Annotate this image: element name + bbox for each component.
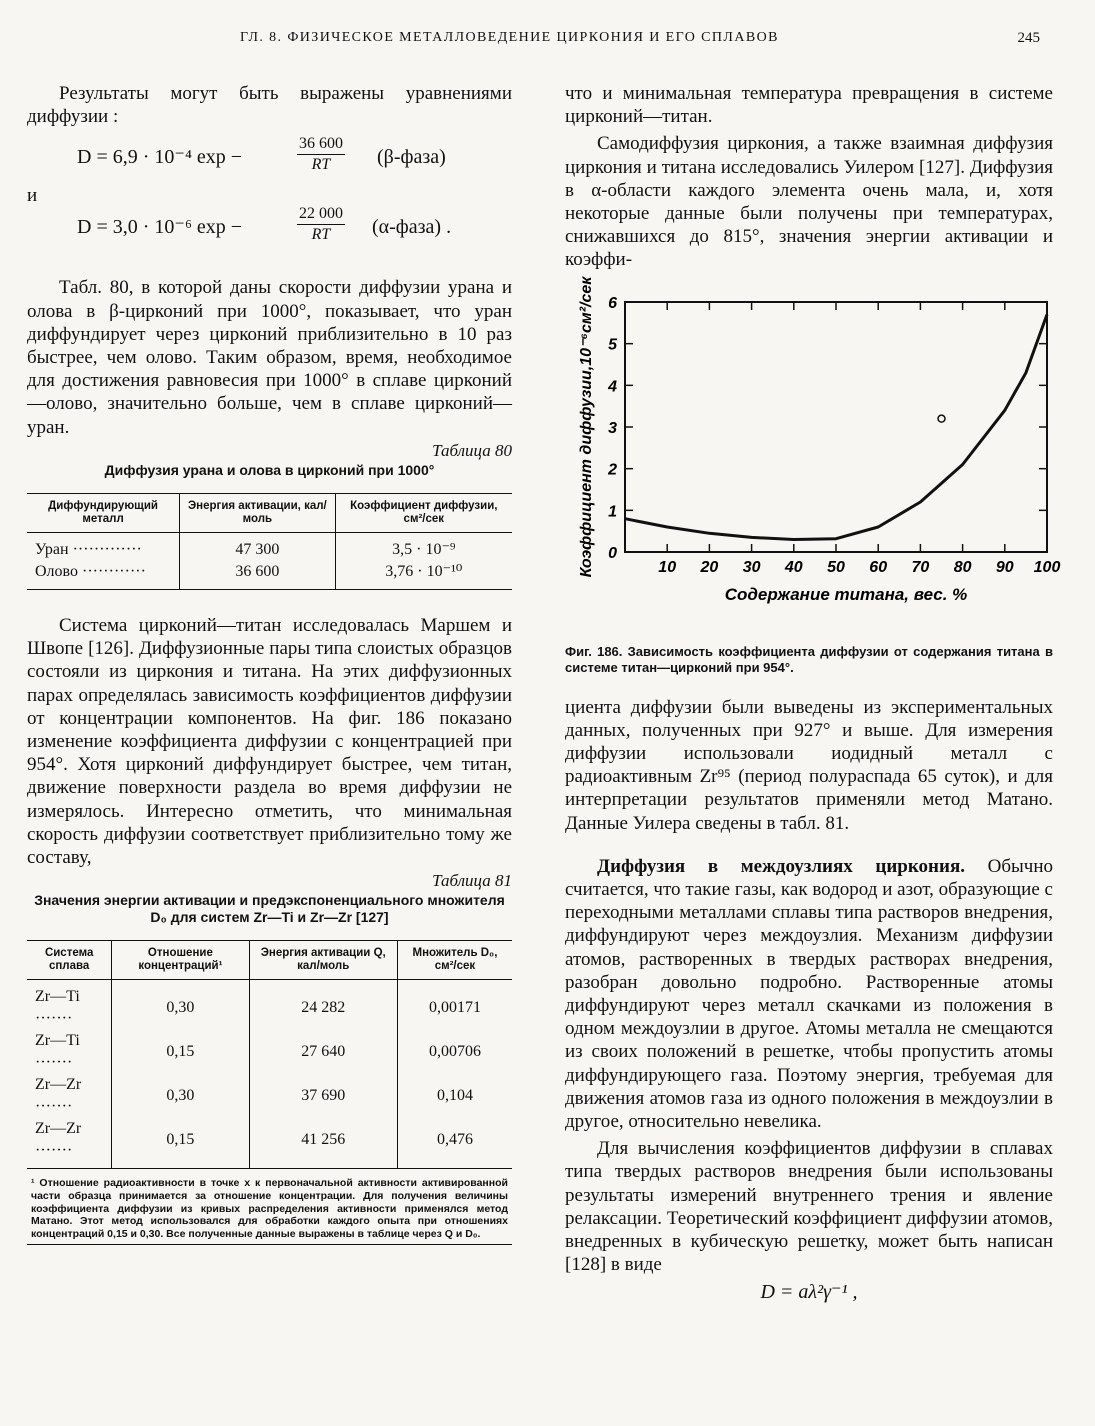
data-point [938, 415, 945, 422]
table-cell: 0,00706 [397, 1030, 512, 1074]
fraction-numerator: 36 600 [297, 134, 345, 155]
table-cell: 0,104 [397, 1074, 512, 1118]
table81-title: Значения энергии активации и предэкспоненциального множителя D₀ для систем Zr—Ti и Zr—Zr [127] [34, 892, 505, 926]
paragraph-continuation: что и минимальная температура превращения в системе цирконий—титан. [565, 83, 1053, 128]
table-row [27, 1030, 512, 1074]
phase-label: (β-фаза) [377, 146, 446, 169]
figure-186 [565, 276, 1061, 644]
x-tick-label: 90 [995, 558, 1014, 576]
table-cell: 0,30 [112, 980, 249, 1031]
chapter-title: ГЛ. 8. ФИЗИЧЕСКОЕ МЕТАЛЛОВЕДЕНИЕ ЦИРКОНИЯ И ЕГО СПЛАВОВ [240, 30, 779, 45]
equation-lhs: D = 6,9 · 10⁻⁴ exp − [77, 146, 243, 169]
fraction-denominator: RT [311, 226, 331, 244]
table-row [27, 533, 512, 562]
x-tick-label: 60 [869, 558, 888, 576]
table-row [27, 561, 512, 590]
y-tick-label: 5 [608, 336, 617, 354]
paragraph-self-diffusion: Самодиффузия циркония, а также взаимная диффузия циркония и титана исследовались Уилером [127]. Диффузия в α-области каждого элемента очень мала, и, хотя некоторые данные были получены при температурах, снижавшихся до 815°, значения энергии активации и коэффи- [565, 133, 1053, 271]
table-row [27, 980, 512, 1031]
table-cell: Zr—Ti ······· [35, 988, 80, 1028]
table-header: Энергия активации, кал/моль [180, 494, 335, 533]
paragraph-table80-discussion: Табл. 80, в которой даны скорости диффузии урана и олова в β-цирконий при 1000°, показывает, что уран диффундирует через цирконий приблизительно в 10 раз быстрее, чем олово. Таким образом, время, необходимое для достижения равновесия при 1000° в сплаве цирконий—олово, значительно больше, чем в сплаве цирконий— уран. [27, 277, 512, 438]
x-tick-label: 80 [953, 558, 972, 576]
table-cell: 47 300 [180, 533, 335, 562]
paragraph-wheeler-data: циента диффузии были выведены из экспериментальных данных, полученных при 927° и выше. Для измерения диффузии использовали иодидный металл с радиоактивным Zr⁹⁵ (период полураспада 65 суток), и для интерпретации результатов применяли метод Матано. Данные Уилера сведены в табл. 81. [565, 696, 1053, 834]
table-cell: 36 600 [180, 561, 335, 590]
table-header: Множитель D₀, см²/сек [397, 941, 512, 980]
table-header: Диффундирующий металл [27, 494, 180, 533]
y-tick-label: 2 [608, 461, 617, 479]
table81 [27, 940, 512, 1169]
table-row [27, 1118, 512, 1169]
table-header: Энергия активации Q, кал/моль [249, 941, 397, 980]
equation-beta [77, 134, 512, 184]
figure-caption: Фиг. 186. Зависимость коэффициента диффузии от содержания титана в системе титан—цирконий при 954°. [565, 643, 1053, 675]
y-tick-label: 6 [608, 294, 617, 312]
phase-label: (α-фаза) . [372, 216, 452, 239]
table-cell: 0,15 [112, 1118, 249, 1169]
equation-fraction [297, 134, 345, 175]
x-tick-label: 50 [827, 558, 845, 576]
x-tick-label: 100 [1033, 558, 1061, 576]
x-tick-label: 10 [658, 558, 677, 576]
x-tick-label: 70 [911, 558, 930, 576]
table81-caption: Таблица 81 [432, 871, 512, 891]
conjunction: и [27, 185, 38, 207]
table-header: Система сплава [27, 941, 112, 980]
table-cell: Zr—Zr ······· [35, 1076, 82, 1116]
paragraph-internal-friction: Для вычисления коэффициентов диффузии в сплавах типа твердых растворов внедрения были использованы результаты измерений внутреннего трения и явление релаксации. Теоретический коэффициент диффузии атомов, внедренных в кубическую решетку, может быть написан [128] в виде [565, 1138, 1053, 1276]
table80 [27, 493, 512, 590]
table81-footnote: ¹ Отношение радиоактивности в точке x к первоначальной активности активированной части образца принимается за отношение концентрации. Для получения величины коэффициента диффузии из кривых распределения активности применялся метод Матано. Этот метод использовался для обработки каждого опыта при отношениях концентраций 0,15 и 0,30. Все полученные данные выражены в таблице через Q и D₀. [27, 1169, 512, 1245]
x-axis-label: Содержание титана, вес. % [724, 584, 968, 604]
y-tick-label: 1 [608, 502, 617, 520]
y-tick-label: 3 [608, 419, 617, 437]
table-header: Коэффициент диффузии, см²/сек [335, 494, 512, 533]
y-axis-label: Коэффициент диффузии,10⁻⁶см²/сек [578, 276, 595, 578]
table-cell: Олово ············ [27, 561, 180, 590]
equation-interstitial: D = aλ²γ⁻¹ , [760, 1280, 858, 1303]
section-lead: Диффузия в междоузлиях циркония. [597, 855, 965, 877]
plot-frame [625, 302, 1047, 552]
right-column [565, 82, 1061, 1304]
table-cell: Zr—Zr ······· [27, 1118, 112, 1169]
equation-fraction [297, 204, 345, 245]
equation-lhs: D = 3,0 · 10⁻⁶ exp − [77, 216, 243, 239]
equation-alpha [77, 204, 512, 254]
left-column [27, 82, 512, 1245]
y-tick-label: 0 [608, 544, 617, 562]
paragraph-interstitial-diffusion [565, 855, 1053, 1133]
section-text: Обычно считается, что такие газы, как водород и азот, образующие с переходными металлами сплавы типа растворов внедрения, диффундируют через междоузлия. Механизм диффузии атомов, растворенных в твердых растворах внедрения, разобран довольно подробно. Растворенные атомы диффундируют через металл скачками из положения в одном междоузлии в другое. Атомы металла не смещаются из своих положений в решетке, чтобы пропустить атомы диффундирующего газа. Поэтому энергия, требуемая для движения атомов газа из одного положения в междоузлии в другое, относительно невелика. [565, 855, 1053, 1133]
table80-caption: Таблица 80 [432, 440, 512, 460]
table-cell: Zr—Ti ······· [35, 1032, 80, 1072]
intro-paragraph: Результаты могут быть выражены уравнениями диффузии : [27, 83, 512, 128]
fraction-denominator: RT [311, 156, 331, 174]
diffusion-chart [565, 276, 1061, 644]
table-cell: 0,15 [112, 1030, 249, 1074]
y-tick-label: 4 [608, 377, 617, 395]
table-row [27, 1074, 512, 1118]
table-cell: 0,00171 [397, 980, 512, 1031]
table-cell: 37 690 [249, 1074, 397, 1118]
table-cell: 27 640 [249, 1030, 397, 1074]
table-cell: Уран ············· [35, 541, 142, 559]
paragraph-zr-ti-system: Система цирконий—титан исследовалась Маршем и Швопе [126]. Диффузионные пары типа слоистых образцов состояли из циркония и титана. На этих диффузионных парах определялась зависимость коэффициентов диффузии от концентрации компонентов. На фиг. 186 показано изменение коэффициента диффузии с концентрацией при 954°. Хотя цирконий диффундирует быстрее, чем титан, движение поверхности раздела во время диффузии не измерялось. Интересно отметить, что минимальная скорость диффузии соответствует приблизительно тому же составу, [27, 615, 512, 869]
series-line [625, 314, 1047, 539]
table80-title: Диффузия урана и олова в цирконий при 1000° [104, 462, 435, 479]
x-tick-label: 20 [700, 558, 719, 576]
fraction-numerator: 22 000 [297, 204, 345, 225]
page-number: 245 [1017, 30, 1040, 46]
table-cell: 3,76 · 10⁻¹⁰ [335, 561, 512, 590]
table-cell: 0,30 [112, 1074, 249, 1118]
table-cell: 24 282 [249, 980, 397, 1031]
table-cell: 0,476 [397, 1118, 512, 1169]
table-header: Отношение концентраций¹ [112, 941, 249, 980]
x-tick-label: 30 [742, 558, 761, 576]
table-cell: 41 256 [249, 1118, 397, 1169]
running-header [60, 30, 1040, 52]
x-tick-label: 40 [784, 558, 803, 576]
table-cell: 3,5 · 10⁻⁹ [335, 533, 512, 562]
